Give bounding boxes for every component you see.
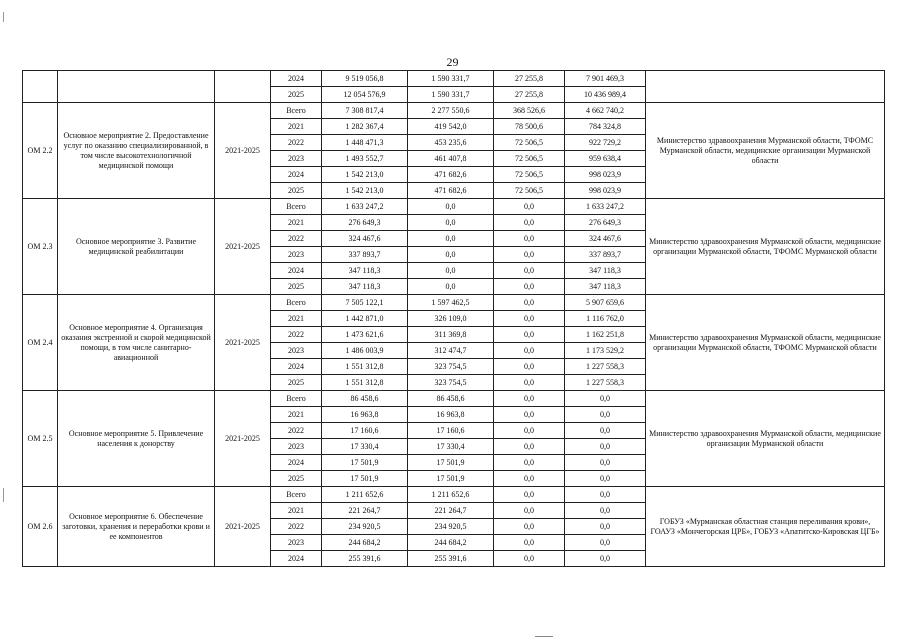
- amount-cell: 337 893,7: [322, 247, 408, 263]
- amount-cell: 255 391,6: [408, 551, 494, 567]
- amount-cell: 0,0: [408, 279, 494, 295]
- measure-executor: Министерство здравоохранения Мурманской области, медицинские организации Мурманской области, ТФОМС Мурманской области: [646, 199, 885, 295]
- amount-cell: 255 391,6: [322, 551, 408, 567]
- table-row: [23, 71, 885, 87]
- amount-cell: 471 682,6: [408, 183, 494, 199]
- amount-cell: 347 118,3: [322, 279, 408, 295]
- table-row: [23, 103, 885, 119]
- year-cell: 2021: [271, 407, 322, 423]
- measure-period: 2021-2025: [215, 391, 271, 487]
- amount-cell: 234 920,5: [408, 519, 494, 535]
- amount-cell: 324 467,6: [322, 231, 408, 247]
- amount-cell: 323 754,5: [408, 375, 494, 391]
- amount-cell: 72 506,5: [494, 167, 565, 183]
- amount-cell: 1 493 552,7: [322, 151, 408, 167]
- amount-cell: 1 227 558,3: [565, 375, 646, 391]
- year-cell: 2024: [271, 455, 322, 471]
- amount-cell: 1 162 251,8: [565, 327, 646, 343]
- amount-cell: 0,0: [494, 247, 565, 263]
- amount-cell: 323 754,5: [408, 359, 494, 375]
- amount-cell: 244 684,2: [408, 535, 494, 551]
- amount-cell: 5 907 659,6: [565, 295, 646, 311]
- amount-cell: 2 277 550,6: [408, 103, 494, 119]
- year-cell: 2021: [271, 119, 322, 135]
- year-cell: 2024: [271, 167, 322, 183]
- year-cell: 2025: [271, 279, 322, 295]
- amount-cell: 0,0: [494, 231, 565, 247]
- amount-cell: 1 542 213,0: [322, 167, 408, 183]
- measure-code: ОМ 2.4: [23, 295, 58, 391]
- year-cell: Всего: [271, 487, 322, 503]
- amount-cell: 1 473 621,6: [322, 327, 408, 343]
- measure-executor: Министерство здравоохранения Мурманской области, медицинские организации Мурманской области: [646, 391, 885, 487]
- amount-cell: 0,0: [408, 199, 494, 215]
- year-cell: 2023: [271, 535, 322, 551]
- amount-cell: 276 649,3: [322, 215, 408, 231]
- amount-cell: 27 255,8: [494, 71, 565, 87]
- amount-cell: 10 436 989,4: [565, 87, 646, 103]
- amount-cell: 922 729,2: [565, 135, 646, 151]
- amount-cell: 0,0: [408, 247, 494, 263]
- amount-cell: 16 963,8: [408, 407, 494, 423]
- amount-cell: 347 118,3: [565, 279, 646, 295]
- measure-period: 2021-2025: [215, 487, 271, 567]
- amount-cell: 1 116 762,0: [565, 311, 646, 327]
- year-cell: 2025: [271, 471, 322, 487]
- code-cell: [23, 71, 58, 103]
- year-cell: 2024: [271, 551, 322, 567]
- amount-cell: 0,0: [565, 471, 646, 487]
- amount-cell: 72 506,5: [494, 151, 565, 167]
- measure-name: Основное мероприятие 4. Организация оказания экстренной и скорой медицинской помощи, в том числе санитарно-авиационной: [58, 295, 215, 391]
- amount-cell: 12 054 576,9: [322, 87, 408, 103]
- measure-code: ОМ 2.6: [23, 487, 58, 567]
- amount-cell: 0,0: [408, 215, 494, 231]
- amount-cell: 311 369,8: [408, 327, 494, 343]
- amount-cell: 0,0: [494, 391, 565, 407]
- measure-code: ОМ 2.3: [23, 199, 58, 295]
- amount-cell: 0,0: [408, 263, 494, 279]
- amount-cell: 1 633 247,2: [322, 199, 408, 215]
- amount-cell: 17 330,4: [408, 439, 494, 455]
- amount-cell: 0,0: [494, 423, 565, 439]
- amount-cell: 0,0: [565, 551, 646, 567]
- measure-name: Основное мероприятие 6. Обеспечение заготовки, хранения и переработки крови и ее компонентов: [58, 487, 215, 567]
- amount-cell: 337 893,7: [565, 247, 646, 263]
- amount-cell: 998 023,9: [565, 183, 646, 199]
- amount-cell: 221 264,7: [322, 503, 408, 519]
- amount-cell: 0,0: [494, 471, 565, 487]
- year-cell: Всего: [271, 391, 322, 407]
- amount-cell: 1 551 312,8: [322, 375, 408, 391]
- year-cell: 2024: [271, 263, 322, 279]
- amount-cell: 0,0: [494, 295, 565, 311]
- year-cell: 2022: [271, 423, 322, 439]
- amount-cell: 453 235,6: [408, 135, 494, 151]
- amount-cell: 0,0: [565, 487, 646, 503]
- bottom-mark: [535, 636, 553, 637]
- measure-name: Основное мероприятие 3. Развитие медицинской реабилитации: [58, 199, 215, 295]
- amount-cell: 0,0: [494, 359, 565, 375]
- amount-cell: 7 505 122,1: [322, 295, 408, 311]
- measure-code: ОМ 2.2: [23, 103, 58, 199]
- table-row: [23, 295, 885, 311]
- amount-cell: 1 211 652,6: [322, 487, 408, 503]
- amount-cell: 471 682,6: [408, 167, 494, 183]
- amount-cell: 324 467,6: [565, 231, 646, 247]
- year-cell: Всего: [271, 103, 322, 119]
- amount-cell: 0,0: [494, 279, 565, 295]
- table-row: [23, 487, 885, 503]
- amount-cell: 17 160,6: [408, 423, 494, 439]
- amount-cell: 0,0: [494, 311, 565, 327]
- amount-cell: 1 486 003,9: [322, 343, 408, 359]
- amount-cell: 0,0: [494, 551, 565, 567]
- measure-name: Основное мероприятие 2. Предоставление услуг по оказанию специализированной, в том числе высокотехнологичной медицинской помощи: [58, 103, 215, 199]
- amount-cell: 0,0: [565, 439, 646, 455]
- amount-cell: 78 500,6: [494, 119, 565, 135]
- amount-cell: 234 920,5: [322, 519, 408, 535]
- year-cell: 2022: [271, 327, 322, 343]
- amount-cell: 16 963,8: [322, 407, 408, 423]
- amount-cell: 17 501,9: [408, 455, 494, 471]
- amount-cell: 244 684,2: [322, 535, 408, 551]
- executor-cell: [646, 71, 885, 103]
- year-cell: 2023: [271, 343, 322, 359]
- amount-cell: 1 448 471,3: [322, 135, 408, 151]
- amount-cell: 1 633 247,2: [565, 199, 646, 215]
- year-cell: 2021: [271, 503, 322, 519]
- amount-cell: 7 308 817,4: [322, 103, 408, 119]
- amount-cell: 0,0: [494, 407, 565, 423]
- amount-cell: 312 474,7: [408, 343, 494, 359]
- amount-cell: 1 590 331,7: [408, 87, 494, 103]
- period-cell: [215, 71, 271, 103]
- page-number: 29: [446, 55, 459, 69]
- amount-cell: 17 501,9: [322, 471, 408, 487]
- amount-cell: 1 590 331,7: [408, 71, 494, 87]
- amount-cell: 86 458,6: [408, 391, 494, 407]
- amount-cell: 326 109,0: [408, 311, 494, 327]
- amount-cell: 347 118,3: [322, 263, 408, 279]
- margin-mark-left-2: [3, 488, 4, 502]
- amount-cell: 0,0: [494, 519, 565, 535]
- amount-cell: 1 542 213,0: [322, 183, 408, 199]
- amount-cell: 86 458,6: [322, 391, 408, 407]
- amount-cell: 0,0: [494, 263, 565, 279]
- amount-cell: 0,0: [494, 327, 565, 343]
- amount-cell: 1 442 871,0: [322, 311, 408, 327]
- amount-cell: 0,0: [565, 535, 646, 551]
- year-cell: 2023: [271, 247, 322, 263]
- amount-cell: 1 211 652,6: [408, 487, 494, 503]
- year-cell: 2024: [271, 71, 322, 87]
- table-row: [23, 391, 885, 407]
- amount-cell: 1 227 558,3: [565, 359, 646, 375]
- amount-cell: 0,0: [565, 391, 646, 407]
- table-body: [23, 71, 885, 567]
- amount-cell: 347 118,3: [565, 263, 646, 279]
- amount-cell: 4 662 740,2: [565, 103, 646, 119]
- amount-cell: 1 173 529,2: [565, 343, 646, 359]
- amount-cell: 0,0: [565, 423, 646, 439]
- amount-cell: 17 160,6: [322, 423, 408, 439]
- amount-cell: 0,0: [494, 503, 565, 519]
- amount-cell: 784 324,8: [565, 119, 646, 135]
- year-cell: 2021: [271, 311, 322, 327]
- year-cell: 2023: [271, 151, 322, 167]
- amount-cell: 0,0: [565, 503, 646, 519]
- measure-code: ОМ 2.5: [23, 391, 58, 487]
- amount-cell: 1 282 367,4: [322, 119, 408, 135]
- year-cell: 2022: [271, 231, 322, 247]
- amount-cell: 0,0: [565, 407, 646, 423]
- measure-executor: Министерство здравоохранения Мурманской области, медицинские организации Мурманской области, ТФОМС Мурманской области: [646, 295, 885, 391]
- amount-cell: 0,0: [494, 375, 565, 391]
- measure-name: Основное мероприятие 5. Привлечение населения к донорству: [58, 391, 215, 487]
- year-cell: 2022: [271, 135, 322, 151]
- measure-name-cell: [58, 71, 215, 103]
- amount-cell: 221 264,7: [408, 503, 494, 519]
- year-cell: 2022: [271, 519, 322, 535]
- amount-cell: 0,0: [494, 215, 565, 231]
- year-cell: 2021: [271, 215, 322, 231]
- amount-cell: 72 506,5: [494, 183, 565, 199]
- year-cell: 2025: [271, 87, 322, 103]
- year-cell: Всего: [271, 295, 322, 311]
- program-table: [22, 70, 885, 567]
- amount-cell: 998 023,9: [565, 167, 646, 183]
- amount-cell: 276 649,3: [565, 215, 646, 231]
- amount-cell: 461 407,8: [408, 151, 494, 167]
- year-cell: 2025: [271, 375, 322, 391]
- amount-cell: 1 551 312,8: [322, 359, 408, 375]
- amount-cell: 17 501,9: [408, 471, 494, 487]
- measure-period: 2021-2025: [215, 295, 271, 391]
- amount-cell: 0,0: [565, 519, 646, 535]
- measure-period: 2021-2025: [215, 103, 271, 199]
- year-cell: 2025: [271, 183, 322, 199]
- amount-cell: 0,0: [494, 455, 565, 471]
- amount-cell: 368 526,6: [494, 103, 565, 119]
- measure-period: 2021-2025: [215, 199, 271, 295]
- amount-cell: 9 519 056,8: [322, 71, 408, 87]
- measure-executor: Министерство здравоохранения Мурманской области, ТФОМС Мурманской области, медицинские организации Мурманской области: [646, 103, 885, 199]
- amount-cell: 7 901 469,3: [565, 71, 646, 87]
- margin-mark-left: [3, 12, 4, 22]
- amount-cell: 419 542,0: [408, 119, 494, 135]
- amount-cell: 0,0: [565, 455, 646, 471]
- amount-cell: 27 255,8: [494, 87, 565, 103]
- amount-cell: 0,0: [494, 343, 565, 359]
- year-cell: 2023: [271, 439, 322, 455]
- amount-cell: 0,0: [408, 231, 494, 247]
- year-cell: Всего: [271, 199, 322, 215]
- year-cell: 2024: [271, 359, 322, 375]
- amount-cell: 17 330,4: [322, 439, 408, 455]
- amount-cell: 17 501,9: [322, 455, 408, 471]
- measure-executor: ГОБУЗ «Мурманская областная станция переливания крови», ГОАУЗ «Мончегорская ЦРБ», ГОБУЗ «Апатитско-Кировская ЦГБ»: [646, 487, 885, 567]
- amount-cell: 0,0: [494, 439, 565, 455]
- amount-cell: 0,0: [494, 199, 565, 215]
- amount-cell: 0,0: [494, 487, 565, 503]
- amount-cell: 0,0: [494, 535, 565, 551]
- table-row: [23, 199, 885, 215]
- amount-cell: 959 638,4: [565, 151, 646, 167]
- amount-cell: 1 597 462,5: [408, 295, 494, 311]
- amount-cell: 72 506,5: [494, 135, 565, 151]
